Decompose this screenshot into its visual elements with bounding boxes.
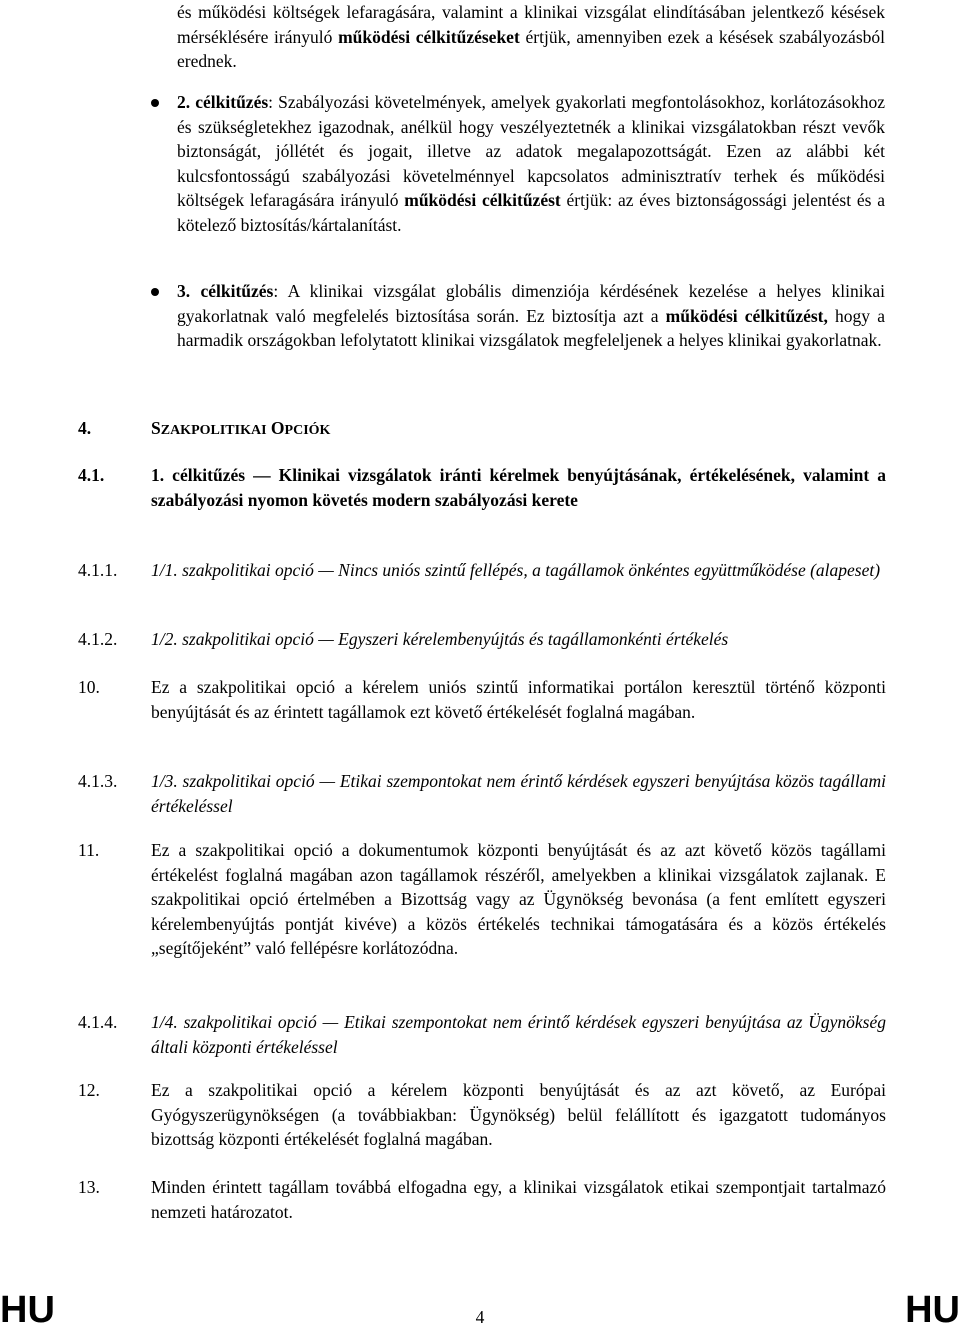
bullet-text-1: : Szabályozási követelmények, amelyek gyakorlati megfontolásokhoz, korlátozásokhoz és szükségletekhez igazodnak, anélkül hogy veszélyeztetnék a klinikai vizsgálatokban részt vevők biztonságát, jóllétét és jogait, illetve az adatok megalapozottságát. Ezen az alábbi két kulcsfontosságú szabályozási követelménnyel kapcsolatos adminisztratív terhek és működési költségek lefaragására irányuló bbox=[177, 92, 885, 211]
bullet-text-1: : A klinikai vizsgálat globális dimenziója kérdésének kezelése a helyes klinikai gyakorlatnak való megfelelés biztosítása során. Ez biztosítja azt a bbox=[177, 281, 885, 326]
intro-paragraph bbox=[177, 0, 885, 74]
subsection-4-1 bbox=[78, 463, 886, 512]
bullet-bold: működési célkitűzést bbox=[404, 190, 561, 211]
paragraph-number: 12. bbox=[78, 1080, 100, 1100]
bullet-text-2: hogy a harmadik országokban lefolytatott klinikai vizsgálatok megfeleljenek a helyes klinikai gyakorlatnak. bbox=[177, 305, 885, 351]
bullet-objective-3 bbox=[177, 279, 885, 353]
intro-bold: működési célkitűzéseket bbox=[338, 26, 520, 47]
option-title: 1/1. szakpolitikai opció — Nincs uniós szintű fellépés, a tagállamok önkéntes együttműködése (alapeset) bbox=[151, 560, 881, 580]
option-4-1-1 bbox=[78, 558, 886, 583]
option-title: 1/4. szakpolitikai opció — Etikai szempontokat nem érintő kérdések egyszeri benyújtása az Ügynökség általi központi értékeléssel bbox=[151, 1012, 886, 1057]
bullet-text-2: értjük: az éves biztonságossági jelentést és a kötelező biztosítás/kártalanítást. bbox=[177, 190, 885, 235]
intro-text-2: értjük, amennyiben ezek a késések szabályozásból erednek. bbox=[177, 26, 885, 72]
paragraph-11 bbox=[78, 838, 886, 961]
option-number: 4.1.4. bbox=[78, 1012, 118, 1032]
paragraph-number: 13. bbox=[78, 1177, 100, 1197]
subsection-title: 1. célkitűzés — Klinikai vizsgálatok iránti kérelmek benyújtásának, értékelésének, valamint a szabályozási nyomon követés modern szabályozási kerete bbox=[151, 465, 886, 510]
paragraph-text: Minden érintett tagállam továbbá elfogadna egy, a klinikai vizsgálatok etikai szempontjait tartalmazó nemzeti határozatot. bbox=[151, 1177, 886, 1222]
paragraph-text: Ez a szakpolitikai opció a kérelem központi benyújtását és az azt követő, az Európai Gyógyszerügynökségen (a továbbiakban: Ügynökség) belül felállított és igazgatott tudományos bizottság központi értékelését foglalná magában. bbox=[151, 1080, 886, 1150]
option-4-1-3 bbox=[78, 769, 886, 818]
option-title: 1/3. szakpolitikai opció — Etikai szempontokat nem érintő kérdések egyszeri benyújtása közös tagállami értékeléssel bbox=[151, 771, 886, 816]
paragraph-number: 11. bbox=[78, 840, 100, 860]
intro-text-1: és működési költségek lefaragására, valamint a klinikai vizsgálat elindításában jelentkező késések mérséklésére irányuló bbox=[177, 2, 885, 47]
page-number: 4 bbox=[475, 1307, 485, 1327]
footer-language-left: HU bbox=[0, 1289, 55, 1331]
paragraph-10 bbox=[78, 675, 886, 724]
bullet-label: 3. célkitűzés bbox=[177, 281, 274, 301]
subsection-number: 4.1. bbox=[78, 465, 105, 485]
option-number: 4.1.3. bbox=[78, 771, 118, 791]
paragraph-12 bbox=[78, 1078, 886, 1152]
section-title: SZAKPOLITIKAI OPCIÓK bbox=[151, 418, 331, 438]
paragraph-13 bbox=[78, 1175, 886, 1224]
option-4-1-2 bbox=[78, 627, 886, 652]
bullet-icon bbox=[151, 288, 159, 296]
bullet-icon bbox=[151, 99, 159, 107]
option-4-1-4 bbox=[78, 1010, 886, 1059]
paragraph-text: Ez a szakpolitikai opció a dokumentumok központi benyújtását és az azt követő közös tagállami értékelést foglalná magában azon tagállamok részéről, amelyekben a klinikai vizsgálatok zajlanak. E szakpolitikai opció értelmében a Bizottság vagy az Ügynökség bevonása (a fent említett egyszeri kérelembenyújtás pontját kivéve) a közös értékelés technikai támogatására és a közös értékelés „segítőjeként” való fellépésre korlátozódna. bbox=[151, 840, 886, 959]
footer-language-right: HU bbox=[905, 1289, 960, 1331]
option-number: 4.1.1. bbox=[78, 560, 118, 580]
paragraph-number: 10. bbox=[78, 677, 100, 697]
bullet-label: 2. célkitűzés bbox=[177, 92, 269, 112]
bullet-bold: működési célkitűzést, bbox=[665, 305, 828, 326]
option-title: 1/2. szakpolitikai opció — Egyszeri kérelembenyújtás és tagállamonkénti értékelés bbox=[151, 629, 729, 649]
option-number: 4.1.2. bbox=[78, 629, 118, 649]
section-number: 4. bbox=[78, 418, 92, 438]
paragraph-text: Ez a szakpolitikai opció a kérelem uniós szintű informatikai portálon keresztül történő központi benyújtását és az érintett tagállamok ezt követő értékelését foglalná magában. bbox=[151, 677, 886, 722]
bullet-objective-2 bbox=[177, 90, 885, 238]
